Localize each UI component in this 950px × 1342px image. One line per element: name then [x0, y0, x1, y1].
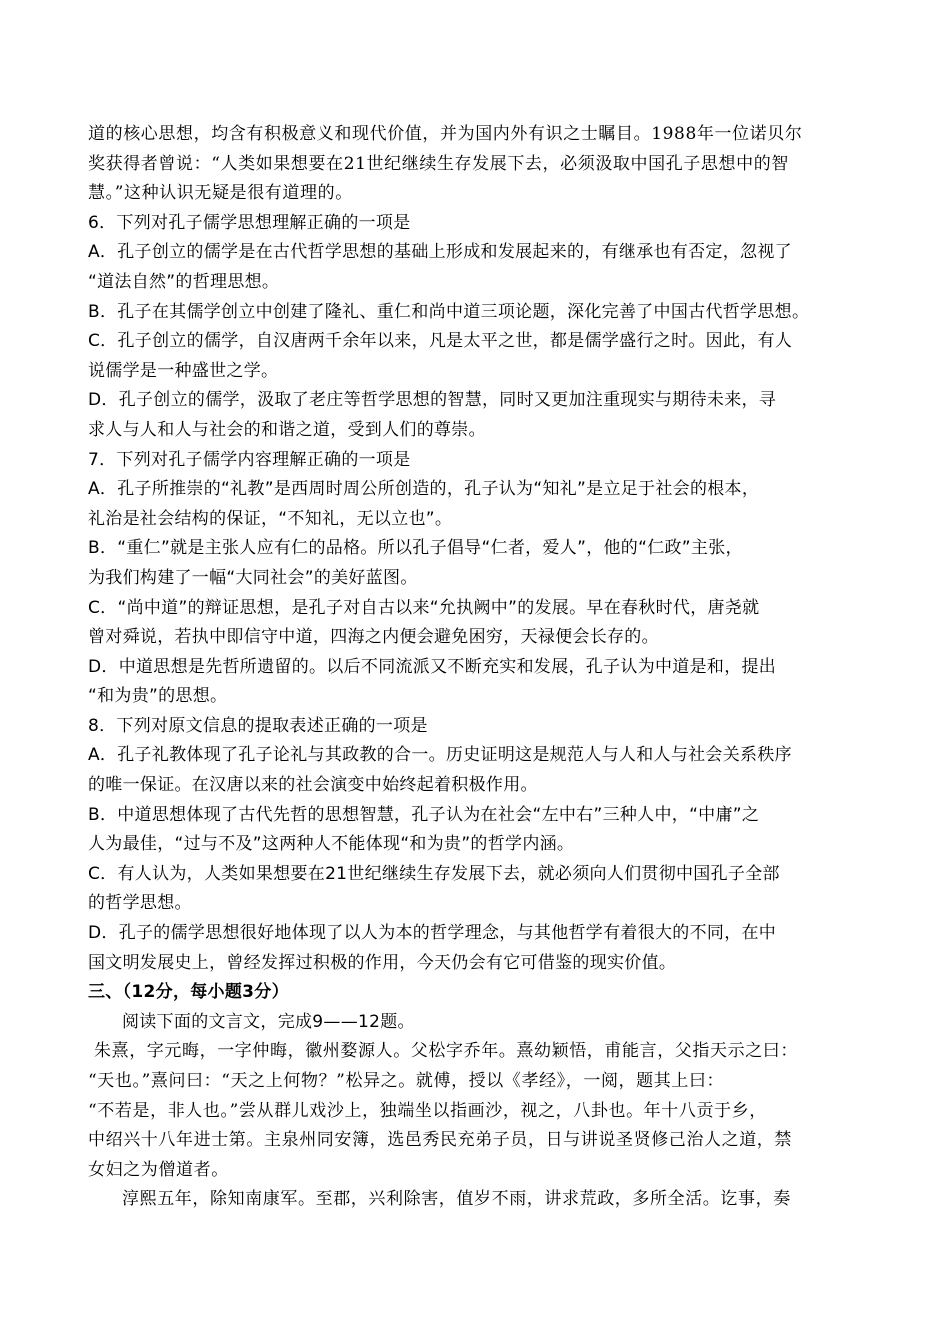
text-line: 淳熙五年，除知南康军。至郡，兴利除害，值岁不雨，讲求荒政，多所全活。讫事，奏 — [122, 1189, 791, 1210]
text-line: B．中道思想体现了古代先哲的思想智慧，孔子认为在社会“左中右”三种人中，“中庸”之 — [88, 804, 760, 825]
text-line: “不若是，非人也。”尝从群儿戏沙上，独端坐以指画沙，视之，八卦也。年十八贡于乡， — [88, 1100, 767, 1121]
text-line: 慧。”这种认识无疑是很有道理的。 — [88, 183, 353, 204]
text-line: D．孔子创立的儒学，汲取了老庄等哲学思想的智慧，同时又更加注重现实与期待未来，寻 — [88, 390, 777, 411]
text-line: 朱熹，字元晦，一字仲晦，徽州婺源人。父松字乔年。熹幼颖悟，甫能言，父指天示之曰： — [94, 1041, 798, 1062]
text-line: 为我们构建了一幅“大同社会”的美好蓝图。 — [88, 567, 418, 588]
text-line: 三、（12分，每小题3分） — [88, 982, 289, 1003]
text-line: B．“重仁”就是主张人应有仁的品格。所以孔子倡导“仁者，爱人”，他的“仁政”主张， — [88, 538, 743, 559]
text-line: “道法自然”的哲理思想。 — [88, 271, 280, 292]
text-line: C．孔子创立的儒学，自汉唐两千余年以来，凡是太平之世，都是儒学盛行之时。因此，有人 — [88, 331, 793, 352]
text-line: 说儒学是一种盛世之学。 — [88, 360, 279, 381]
text-line: 6．下列对孔子儒学思想理解正确的一项是 — [88, 212, 411, 233]
text-line: 礼治是社会结构的保证，“不知礼，无以立也”。 — [88, 508, 453, 529]
text-line: C．有人认为，人类如果想要在21世纪继续生存发展下去，就必须向人们贯彻中国孔子全部 — [88, 863, 780, 884]
text-line: 国文明发展史上，曾经发挥过积极的作用，今天仍会有它可借鉴的现实价值。 — [88, 952, 677, 973]
text-line: B．孔子在其儒学创立中创建了隆礼、重仁和尚中道三项论题，深化完善了中国古代哲学思想。 — [88, 301, 810, 322]
text-line: D．中道思想是先哲所遗留的。以后不同流派又不断充实和发展，孔子认为中道是和，提出 — [88, 656, 777, 677]
text-line: 的哲学思想。 — [88, 893, 192, 914]
text-line: C．“尚中道”的辩证思想，是孔子对自古以来“允执阙中”的发展。早在春秋时代，唐尧就 — [88, 597, 760, 618]
text-line: 7．下列对孔子儒学内容理解正确的一项是 — [88, 449, 411, 470]
text-line: D．孔子的儒学思想很好地体现了以人为本的哲学理念，与其他哲学有着很大的不同，在中 — [88, 923, 777, 944]
text-line: 阅读下面的文言文，完成9——12题。 — [122, 1011, 415, 1032]
text-line: 曾对舜说，若执中即信守中道，四海之内便会避免困穷，天禄便会长存的。 — [88, 627, 659, 648]
text-line: 女妇之为僧道者。 — [88, 1159, 229, 1180]
text-line: 道的核心思想，均含有积极意义和现代价值，并为国内外有识之士瞩目。1988年一位诺贝尔 — [88, 124, 803, 144]
text-line: 8．下列对原文信息的提取表述正确的一项是 — [88, 715, 428, 736]
text-line: 人为最佳，“过与不及”这两种人不能体现“和为贵”的哲学内涵。 — [88, 834, 575, 855]
text-line: “和为贵”的思想。 — [88, 686, 228, 707]
text-line: 奖获得者曾说：“人类如果想要在21世纪继续生存发展下去，必须汲取中国孔子思想中的智 — [88, 153, 789, 174]
text-line: 求人与人和人与社会的和谐之道，受到人们的尊崇。 — [88, 419, 486, 440]
text-line: A．孔子创立的儒学是在古代哲学思想的基础上形成和发展起来的，有继承也有否定，忽视了 — [88, 242, 792, 263]
text-line: A．孔子礼教体现了孔子论礼与其政教的合一。历史证明这是规范人与人和人与社会关系秩序 — [88, 745, 792, 766]
text-line: A．孔子所推崇的“礼教”是西周时周公所创造的，孔子认为“知礼”是立足于社会的根本， — [88, 479, 760, 500]
text-line: “天也。”熹问曰：“天之上何物？”松异之。就傅，授以《孝经》，一阅，题其上曰： — [88, 1071, 725, 1091]
text-line: 的唯一保证。在汉唐以来的社会演变中始终起着积极作用。 — [88, 775, 538, 796]
text-line: 中绍兴十八年进士第。主泉州同安簿，选邑秀民充弟子员，日与讲说圣贤修己治人之道，禁 — [88, 1130, 792, 1151]
